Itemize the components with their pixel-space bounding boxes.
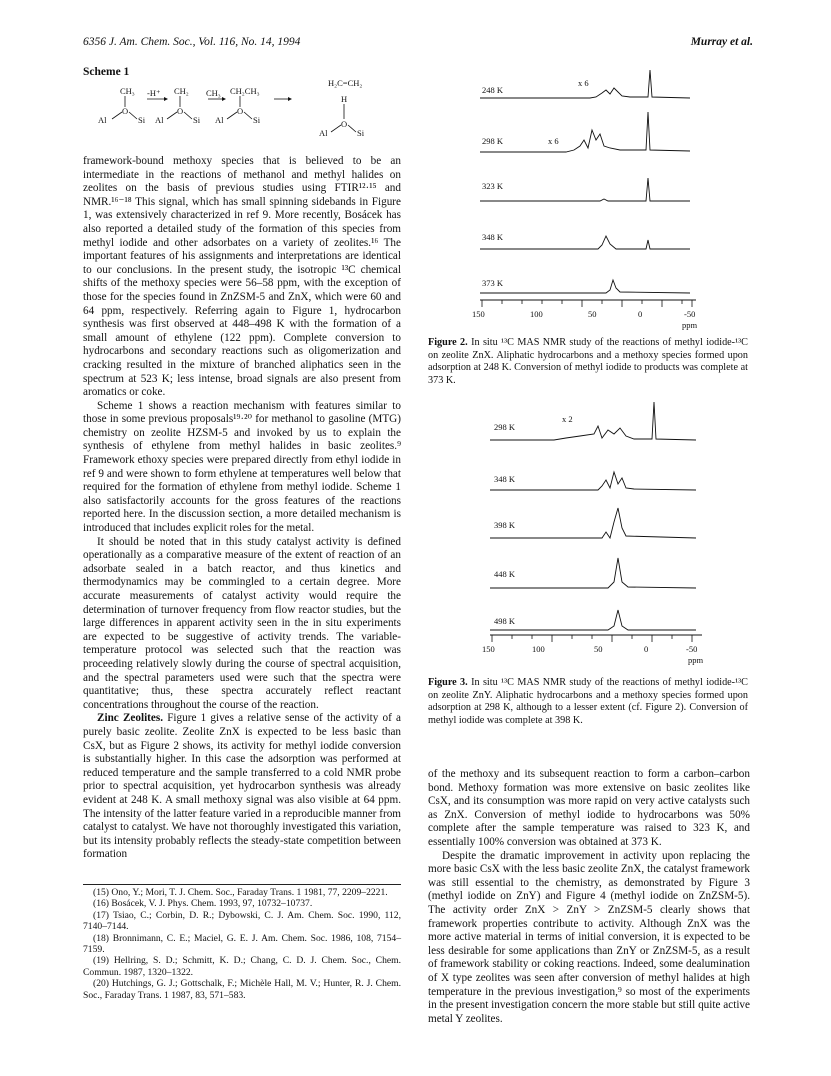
scale-label: x 2	[562, 414, 573, 424]
scale-label: x 6	[578, 78, 589, 88]
tick-label: -50	[684, 309, 696, 319]
caption-head: Figure 3.	[428, 677, 468, 688]
figure-3-spectra	[470, 398, 720, 670]
paragraph: of the methoxy and its subsequent reaction to form a carbon–carbon bond. Methoxy formation was more extensive on basic zeolites like CsX, and its consumption was more rapid on very active catalysts such as ZnX. Conversion of methyl iodide to hydrocarbons was 50% complete after the sample temperature was raised to 323 K, and essentially 100% conversion was obtained at 373 K.	[428, 768, 750, 848]
nmr-trace-398k	[490, 508, 696, 538]
spectrum-label: 398 K	[494, 520, 516, 530]
nmr-trace-348k	[480, 236, 690, 249]
spectrum-label: 248 K	[482, 85, 504, 95]
scheme-1-diagram	[92, 74, 392, 146]
scale-label: x 6	[548, 136, 559, 146]
nmr-trace-498k	[490, 610, 696, 630]
figure-3-caption	[428, 677, 748, 727]
figure-2-spectra	[470, 60, 720, 336]
spectrum-label: 348 K	[482, 232, 504, 242]
nmr-trace-373k	[480, 280, 690, 293]
section-runin-heading: Zinc Zeolites.	[97, 712, 164, 725]
footnotes	[83, 884, 401, 1001]
paragraph: Scheme 1 shows a reaction mechanism with features similar to those in some previous proposals¹⁹·²⁰ for methanol to gasoline (MTG) chemistry on zeolite HZSM-5 and invoked by us to explain the synthesis of ethylene from methyl halides in basic zeolites.⁹ Framework ethoxy species were prepared directly from ethyl iodide in ref 9 and were shown to form ethylene at temperatures well below that required for the formation of ethylene from methyl iodide. Scheme 1 also satisfactorily accounts for the gross features of the reactions reported here. In the discussion section, a more detailed mechanism is introduced that includes explicit roles for the metal.	[83, 399, 401, 535]
reference: (18) Bronnimann, C. E.; Maciel, G. E. J. Am. Chem. Soc. 1986, 108, 7154–7159.	[83, 932, 401, 956]
spectrum-label: 448 K	[494, 569, 516, 579]
scheme-label: CH₂	[174, 86, 189, 96]
scheme-atom-h: H	[341, 94, 348, 104]
paragraph: framework-bound methoxy species that is believed to be an intermediate in the reactions of methanol and methyl halides on zeolites on the basis of previous studies using FTIR¹²·¹⁵ and NMR.¹⁶⁻¹⁸ This signal, which has small spinning sidebands in Figure 1, was extensively characterized in ref 9. More recently, Bosácek has also reported a detailed study of the formation of this species from methyl iodide and other adsorbates on a variety of zeolites.¹⁶ The important features of his assignments and interpretations are identical to our conclusions. In the present study, the isotropic ¹³C chemical shifts of the methoxy species were 56–58 ppm, with the exception of those for the species found in ZnZSM-5 and ZnX, which were 60 and 64 ppm, respectively. Referring again to Figure 1, hydrocarbon synthesis was first observed at 448–498 K with the formation of a small amount of ethylene (122 ppm). Complete conversion to hydrocarbons and secondary reactions such as oligomerization and cracking resulted in the mixture of branched aliphatics seen in the spectrum at 523 K; less intense, broad signals are also present from aromatics or coke.	[83, 155, 401, 399]
scheme-label: CH₂CH₃	[230, 86, 260, 96]
axis-ticks	[492, 635, 692, 642]
tick-label: 100	[530, 309, 543, 319]
tick-label: 0	[638, 309, 643, 319]
tick-label: 150	[472, 309, 485, 319]
caption-text: In situ ¹³C MAS NMR study of the reactions of methyl iodide-¹³C on zeolite ZnY. Aliphatic hydrocarbons and a methoxy species formed upon adsorption at 298 K, although to a lesser extent (cf. Figure 2). Conversion of methyl iodide was complete at 398 K.	[428, 677, 748, 726]
spectrum-label: 348 K	[494, 474, 516, 484]
scheme-atom-o: O	[122, 106, 129, 116]
scheme-label: Si	[357, 128, 365, 138]
spectrum-label: 498 K	[494, 616, 516, 626]
nmr-trace-298k	[490, 402, 696, 440]
spectrum-label: 323 K	[482, 181, 504, 191]
reference: (16) Bosácek, V. J. Phys. Chem. 1993, 97, 10732–10737.	[93, 898, 313, 910]
axis-unit: ppm	[682, 320, 698, 330]
scheme-label: Al	[98, 115, 107, 125]
spectrum-label: 298 K	[494, 422, 516, 432]
footnote-rule	[83, 884, 401, 885]
left-column	[83, 155, 401, 862]
tick-label: 50	[594, 644, 603, 654]
tick-label: 150	[482, 644, 495, 654]
scheme-struct-2	[155, 86, 201, 125]
scheme-atom-o: O	[341, 119, 348, 129]
scheme-label: Al	[319, 128, 328, 138]
scheme-label: H₂C=CH₂	[328, 78, 363, 88]
paragraph	[83, 712, 401, 862]
scheme-label: Si	[253, 115, 261, 125]
nmr-trace-298k	[480, 112, 690, 152]
axis-ticks	[482, 300, 692, 307]
scheme-struct-1	[98, 86, 146, 125]
scheme-struct-3	[215, 86, 261, 125]
figure-2-caption	[428, 337, 748, 387]
tick-label: 50	[588, 309, 597, 319]
figure-2	[470, 60, 720, 336]
reference: (20) Hutchings, G. J.; Gottschalk, F.; Michèle Hall, M. V.; Hunter, R. J. Chem. Soc., Faraday Trans. 1 1987, 83, 571–583.	[83, 978, 401, 1001]
author-header: Murray et al.	[690, 36, 753, 48]
scheme-atom-o: O	[177, 106, 184, 116]
scheme-atom-o: O	[237, 106, 244, 116]
scheme-label: Al	[215, 115, 224, 125]
paragraph-text: Figure 1 gives a relative sense of the activity of a purely basic zeolite. Zeolite ZnX is expected to be less basic than CsX, but as Figure 2 shows, its activity for methyl iodide conversion is substantially higher. In this case the adsorption was performed at reduced temperature and the sample transferred to a cold NMR probe prior to spectral acquisition, yet hydrocarbon synthesis was already evident at 248 K. A small methoxy signal was also visible at 64 ppm. The intensity of the latter feature varied in a reproducible manner from catalyst to catalyst. We have not thoroughly investigated this variation, but its intensity probably reflects the steady-state competition between formation	[83, 712, 402, 861]
running-header: 6356 J. Am. Chem. Soc., Vol. 116, No. 14, 1994	[83, 36, 301, 48]
tick-label: 100	[532, 644, 545, 654]
right-column	[428, 768, 750, 1026]
axis-unit: ppm	[688, 655, 704, 665]
nmr-trace-348k	[490, 472, 696, 490]
caption-head: Figure 2.	[428, 337, 468, 348]
reference: (15) Ono, Y.; Mori, T. J. Chem. Soc., Faraday Trans. 1 1981, 77, 2209–2221.	[93, 887, 388, 898]
reference: (17) Tsiao, C.; Corbin, D. R.; Dybowski, C. J. Am. Chem. Soc. 1990, 112, 7140–7144.	[83, 909, 401, 933]
scheme-label: Si	[138, 115, 146, 125]
spectrum-label: 298 K	[482, 136, 504, 146]
spectrum-label: 373 K	[482, 278, 504, 288]
caption-text: In situ ¹³C MAS NMR study of the reactions of methyl iodide-¹³C on zeolite ZnX. Aliphatic hydrocarbons and a methoxy species formed upon adsorption at 248 K. Conversion of methyl iodide to products was complete at 373 K.	[428, 337, 748, 386]
scheme-struct-4	[319, 78, 365, 138]
nmr-trace-323k	[480, 178, 690, 201]
scheme-label: CH₃	[206, 88, 221, 98]
tick-label: 0	[644, 644, 649, 654]
nmr-trace-448k	[490, 558, 696, 588]
reference: (19) Hellring, S. D.; Schmitt, K. D.; Chang, C. D. J. Chem. Soc., Chem. Commun. 1987, 1320–1322.	[83, 955, 401, 978]
figure-3	[470, 398, 720, 670]
paragraph: It should be noted that in this study catalyst activity is defined operationally as a comparative measure of the extent of reaction of an adsorbate sealed in a batch reactor, and thus kinetics and thermodynamics may be commingled to a certain degree. More accurate measurements of catalyst activity would require the determination of turnover frequency from flow reactor studies, but the large differences in apparent activity seen in the in situ experiments are expected to be suggestive of activity trends. The variable-temperature protocol was selected such that the reaction was proceeding relatively slowly during the course of spectral acquisition, and the spectral parameters used were such that the spectra were quantitative; thus, these spectra accurately reflect reactant concentrations throughout the course of the reaction.	[83, 535, 401, 711]
paragraph: Despite the dramatic improvement in activity upon replacing the more basic CsX with the less basic zeolite ZnX, the catalyst framework was still essential to the chemistry, as demonstrated by Figure 3 (methyl iodide on ZnY) and Figure 4 (methyl iodide on ZnZSM-5). The activity order ZnX > ZnY > ZnZSM-5 clearly shows that framework properties contribute to activity. Although ZnX was the more active material in terms of initial conversion, it is expected to be less desirable for some applications than ZnY or ZnZSM-5, as a result of framework stability or coking reactions. Indeed, some dealumination of X type zeolites was seen after conversion of methyl halides at high temperature in the previous investigation,⁹ so most of the experiments in the present investigation concern the more stable but still quite active metal Y zeolites.	[428, 849, 750, 1025]
scheme-title: Scheme 1	[83, 66, 130, 78]
scheme-label: Al	[155, 115, 164, 125]
scheme-label: Si	[193, 115, 201, 125]
scheme-label: CH₃	[120, 86, 135, 96]
scheme-label: -H⁺	[147, 88, 161, 98]
tick-label: -50	[686, 644, 698, 654]
